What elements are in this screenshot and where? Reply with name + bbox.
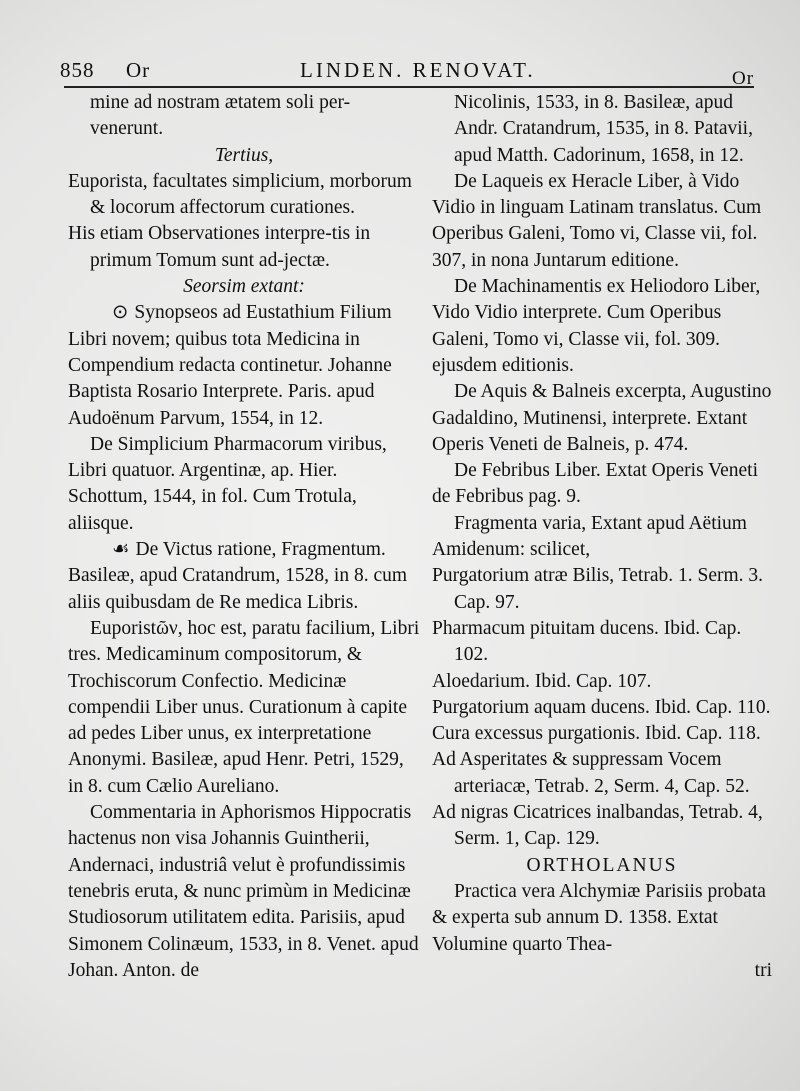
paragraph (68, 616, 420, 800)
paragraph-text: tri (754, 959, 772, 981)
paragraph (68, 221, 420, 274)
paragraph (432, 169, 772, 274)
paragraph (68, 300, 420, 431)
paragraph-text: Practica vera Alchymiæ Parisiis probata & experta sub annum D. 1358. Extat Volumine quarto Thea- (432, 880, 766, 955)
paragraph-text: Aloedarium. Ibid. Cap. 107. (432, 670, 652, 692)
paragraph-text: Ad Asperitates & suppressam Vocem arteriacæ, Tetrab. 2, Serm. 4, Cap. 52. (432, 749, 750, 797)
left-column (68, 90, 420, 984)
running-title: LINDEN. RENOVAT. (300, 58, 536, 82)
paragraph (432, 563, 772, 616)
paragraph-text: Euporistῶν, hoc est, paratu facilium, Libri tres. Medicaminum compositorum, & Trochiscorum Confectio. Medicinæ compendii Liber unus. Curationum à capite ad pedes Liber unus, ex interpretatione Anonymi. Basileæ, apud Henr. Petri, 1529, in 8. cum Cælio Aureliano. (68, 617, 420, 797)
paragraph-text: ORTHOLANUS (526, 854, 678, 876)
paragraph (432, 879, 772, 958)
paragraph-text: Euporista, facultates simplicium, morborum & locorum affectorum curationes. (68, 170, 412, 219)
left-key-word: Or (126, 58, 151, 82)
paragraph (432, 274, 772, 379)
paragraph (432, 721, 772, 747)
right-column (432, 90, 772, 984)
paragraph-text: Tertius, (214, 144, 274, 166)
right-key-word: Or (732, 68, 755, 89)
section-mark-icon: ☙ (112, 539, 130, 561)
paragraph (432, 853, 772, 879)
paragraph-text: Fragmenta varia, Extant apud Aëtium Amidenum: scilicet, (432, 512, 747, 561)
paragraph-text: Ad nigras Cicatrices inalbandas, Tetrab. 4, Serm. 1, Cap. 129. (432, 802, 763, 850)
paragraph-text: mine ad nostram ætatem soli per- (90, 92, 351, 113)
paragraph (432, 800, 772, 853)
paragraph-text: Purgatorium atræ Bilis, Tetrab. 1. Serm. 3. Cap. 97. (432, 565, 764, 613)
paragraph-text: Purgatorium aquam ducens. Ibid. Cap. 110. (432, 696, 771, 718)
paragraph (68, 169, 420, 222)
paragraph (68, 432, 420, 537)
paragraph-text: Synopseos ad Eustathium Filium Libri novem; quibus tota Medicina in Compendium redacta continetur. Johanne Baptista Rosario Interprete. Paris. apud Audoënum Parvum, 1554, in 12. (68, 302, 392, 429)
paragraph (68, 116, 420, 142)
paragraph-text: De Machinamentis ex Heliodoro Liber, Vido Vidio interprete. Cum Operibus Galeni, Tomo vi, Classe vii, fol. 309. ejusdem editionis. (432, 276, 761, 376)
paragraph (68, 274, 420, 300)
paragraph (68, 90, 420, 116)
paragraph (68, 143, 420, 169)
paragraph (432, 616, 772, 669)
paragraph-text: Pharmacum pituitam ducens. Ibid. Cap. 102. (432, 617, 742, 666)
paragraph (432, 958, 772, 984)
paragraph-text: His etiam Observationes interpre-tis in primum Tomum sunt ad-jectæ. (68, 223, 371, 271)
paragraph (432, 458, 772, 511)
paragraph-text: De Simplicium Pharmacorum viribus, Libri quatuor. Argentinæ, ap. Hier. Schottum, 1544, in fol. Cum Trotula, aliisque. (68, 433, 387, 534)
paragraph-text: Seorsim extant: (183, 276, 305, 298)
paragraph (68, 800, 420, 984)
section-mark-icon: ⊙ (112, 302, 129, 324)
paragraph-text: De Victus ratione, Fragmentum. Basileæ, apud Cratandrum, 1528, in 8. cum aliis quibusdam de Re medica Libris. (68, 539, 408, 613)
paragraph (432, 747, 772, 800)
paragraph (432, 90, 772, 169)
paragraph-text: Nicolinis, 1533, in 8. Basileæ, apud Andr. Cratandrum, 1535, in 8. Patavii, apud Matth. Cadorinum, 1658, in 12. (454, 92, 753, 166)
paragraph-text: Cura excessus purgationis. Ibid. Cap. 118. (432, 723, 761, 745)
paragraph-text: venerunt. (90, 118, 164, 140)
paragraph-text: Commentaria in Aphorismos Hippocratis hactenus non visa Johannis Guintherii, Andernaci, industriâ velut è profundissimis tenebris eruta, & nunc primùm in Medicinæ Studiosorum utilitatem edita. Parisiis, apud Simonem Colinæum, 1533, in 8. Venet. apud Johan. Anton. de (68, 802, 419, 981)
paragraph (432, 511, 772, 564)
paragraph (432, 669, 772, 695)
header-rule (64, 86, 754, 88)
paragraph (68, 537, 420, 616)
paragraph-text: De Aquis & Balneis excerpta, Augustino Gadaldino, Mutinensi, interprete. Extant Operis Veneti de Balneis, p. 474. (432, 381, 772, 455)
page-header (60, 58, 760, 88)
paragraph-text: De Laqueis ex Heracle Liber, à Vido Vidio in linguam Latinam translatus. Cum Operibus Galeni, Tomo vi, Classe vii, fol. 307, in nona Juntarum editione. (432, 170, 762, 271)
paragraph (432, 379, 772, 458)
page-number: 858 (60, 58, 95, 82)
paragraph (432, 695, 772, 721)
paragraph-text: De Febribus Liber. Extat Operis Veneti de Febribus pag. 9. (432, 460, 758, 508)
